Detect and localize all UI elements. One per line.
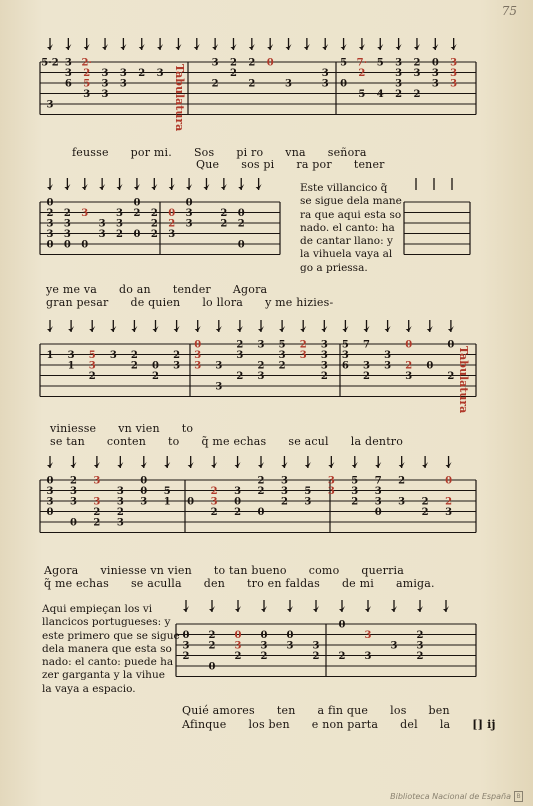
lyric-syllable: vna	[285, 146, 306, 159]
fret-number: 3	[260, 640, 268, 652]
lyric-syllable: los	[390, 704, 407, 717]
fret-number: 3	[416, 640, 424, 652]
fret-number: 3	[431, 78, 439, 90]
fret-number: 0	[447, 339, 455, 351]
fret-number: 2	[208, 630, 216, 641]
fret-number: 3	[67, 350, 75, 361]
fret-number: 3	[395, 57, 403, 69]
fret-number: 3	[405, 371, 413, 382]
fret-number: 0	[168, 208, 176, 219]
lyric-syllable: la dentro	[350, 435, 404, 448]
tablature-system-3	[40, 316, 476, 426]
fret-number: 4	[376, 89, 384, 100]
fret-number: 3	[156, 68, 164, 79]
portuguese-villancicos-instruction	[42, 603, 180, 696]
fret-number: 0	[234, 630, 242, 641]
fret-number: 2	[405, 360, 413, 372]
tablature-system-2-tail	[404, 174, 474, 282]
fret-number: 1	[67, 360, 75, 372]
lyric-syllable: se tan	[50, 435, 85, 448]
fret-number: 5·2	[41, 57, 59, 69]
fret-number: 3	[116, 218, 124, 230]
fret-number: 2	[236, 371, 244, 382]
lyric-syllable: del	[400, 718, 418, 731]
fret-number: 1	[46, 350, 54, 361]
lyric-syllable: to	[181, 422, 194, 435]
fret-number: 0	[69, 517, 77, 529]
fret-number: 7	[363, 339, 370, 351]
lyric-syllable: amiga.	[395, 577, 435, 590]
fret-number: 3	[321, 68, 329, 79]
lyric-syllable: sos pi	[241, 158, 275, 171]
fret-number: 3	[93, 496, 101, 508]
fret-number: 2	[257, 486, 265, 497]
fret-number: 3	[116, 517, 124, 529]
fret-number: 0	[182, 630, 190, 641]
fret-number: 3	[98, 229, 106, 240]
fret-number: 2	[150, 229, 158, 240]
fret-number: 2	[130, 350, 138, 361]
fret-number: 2	[210, 486, 218, 497]
fret-number: 3	[98, 218, 106, 230]
fret-number: 3	[93, 475, 101, 487]
lyric-line-4a	[44, 564, 426, 577]
library-name: Biblioteca Nacional de España	[390, 792, 511, 801]
lyric-syllable: tro en faldas	[247, 577, 320, 590]
fret-number: 2	[133, 208, 141, 219]
fret-number: 0	[140, 475, 148, 487]
fret-number: 3	[236, 350, 244, 361]
fret-number: 2	[395, 89, 403, 100]
tablature-system-4	[40, 452, 476, 562]
fret-number: 2	[236, 339, 244, 351]
fret-number: 3	[299, 350, 307, 361]
lyric-line-3b	[50, 435, 425, 448]
fret-number: 3	[321, 78, 329, 90]
lyric-syllable: viniesse	[50, 422, 97, 435]
fret-number: 3	[101, 89, 109, 100]
lyric-syllable: to tan bueno	[213, 564, 287, 577]
fret-number: 5	[351, 475, 359, 487]
fret-number: 3	[364, 651, 372, 662]
library-logo-icon: B	[514, 791, 523, 802]
fret-number: 2	[138, 68, 146, 79]
fret-number: 2	[413, 57, 421, 69]
fret-number: 2	[416, 651, 424, 662]
fret-number: 2	[248, 78, 256, 90]
fret-number: 3	[83, 89, 91, 100]
fret-number: 0	[405, 339, 413, 351]
fret-number: 3	[363, 360, 370, 372]
lyric-syllable: gran pesar	[46, 296, 109, 309]
lyric-syllable: querria	[361, 564, 405, 577]
fret-number: 0	[208, 661, 216, 673]
fret-number: 3	[194, 350, 202, 361]
fret-number: 0	[234, 496, 242, 508]
lyric-syllable: señora	[327, 146, 367, 159]
fret-number: 3	[320, 360, 328, 372]
fret-number: 2	[248, 57, 256, 69]
fret-number: 3	[168, 229, 176, 240]
fret-number: 3	[69, 486, 77, 497]
fret-number: 3	[398, 496, 406, 508]
lyric-line-2b	[46, 296, 355, 309]
fret-number: 2·	[81, 57, 92, 69]
lyric-line-3a	[50, 422, 215, 435]
fret-number: 3	[88, 360, 96, 372]
fret-number: 2	[208, 640, 216, 652]
fret-number: 3	[185, 208, 193, 219]
tabulatura-label: Tabulatura	[457, 346, 470, 414]
fret-number: 3	[280, 475, 288, 487]
fret-number: 0	[266, 57, 274, 69]
fret-number: 2	[88, 371, 96, 382]
fret-number: 0	[374, 507, 382, 518]
fret-number: 0	[431, 57, 439, 69]
fret-number: 0	[81, 239, 89, 251]
text-line: la vaya a espacio.	[42, 682, 136, 695]
lyric-syllable: Que	[196, 158, 220, 171]
lyric-syllable: se aculla	[130, 577, 182, 590]
lyric-syllable: Agora	[232, 283, 268, 296]
text-line: nado. el canto: ha	[300, 221, 395, 234]
text-line: se sigue dela mane	[300, 195, 402, 208]
fret-number: 3	[395, 68, 403, 79]
fret-number: 2	[116, 507, 124, 518]
lyric-syllable: Quié amores	[182, 704, 255, 717]
fret-number: 3	[384, 350, 392, 361]
fret-number: 6	[341, 360, 349, 372]
folio-number: 75	[501, 4, 517, 18]
fret-number: 0	[286, 630, 294, 641]
fret-number: 3	[390, 640, 398, 652]
fret-number: 3	[116, 486, 124, 497]
text-line: go a priessa.	[300, 261, 368, 274]
fret-number: 3	[210, 496, 218, 508]
tabulatura-label: Tabulatura	[173, 64, 186, 132]
fret-number: 2	[278, 360, 286, 372]
fret-number: 2	[152, 371, 159, 382]
fret-number: 2	[237, 218, 245, 230]
lyric-line-5a	[182, 704, 472, 717]
fret-number: 2	[150, 208, 158, 219]
fret-number: 3	[46, 486, 54, 497]
fret-number: 2	[210, 507, 218, 518]
fret-number: 5	[83, 78, 91, 90]
fret-number: 3	[215, 360, 223, 372]
fret-number: 2	[229, 68, 237, 79]
fret-number: 3	[185, 218, 193, 230]
fret-number: 0	[46, 507, 54, 518]
fret-number: 3	[63, 218, 71, 230]
fret-number: 3	[286, 640, 294, 652]
fret-number: 3	[101, 78, 109, 90]
fret-number: 7	[374, 475, 382, 487]
fret-number: 3	[320, 339, 328, 351]
fret-number: 2	[182, 651, 190, 662]
lyric-syllable: de mi	[341, 577, 374, 590]
fret-number: 5	[163, 486, 171, 497]
tablature-system-1	[40, 34, 476, 144]
fret-number: 3	[234, 486, 242, 497]
text-line: llancicos portugueses: y	[42, 616, 171, 629]
fret-number: 2	[211, 78, 219, 90]
text-line: este primero que se sigue	[42, 629, 180, 642]
lyric-syllable: q̃ me echas	[201, 435, 267, 448]
fret-number: 3	[64, 68, 72, 79]
fret-number: 3	[445, 507, 453, 518]
lyric-syllable: feusse	[72, 146, 109, 159]
fret-number: 3	[341, 350, 349, 361]
fret-number: 2	[421, 507, 429, 518]
lyric-syllable: to	[168, 435, 180, 448]
fret-number: 0	[140, 486, 148, 497]
lyric-syllable: a fin que	[317, 704, 369, 717]
lyric-syllable: Agora	[44, 564, 79, 577]
fret-number: 0	[194, 339, 202, 351]
fret-number: 0	[46, 239, 54, 251]
text-line: ra que aqui esta so	[300, 208, 402, 221]
fret-number: 3	[234, 640, 242, 652]
fret-number: 3	[280, 486, 288, 497]
fret-number: 2	[83, 68, 91, 79]
fret-number: 2	[398, 475, 406, 487]
text-line: de cantar llano: y	[300, 235, 393, 248]
fret-number: 5	[358, 89, 366, 100]
fret-number: 0	[63, 239, 71, 251]
fret-number: 0	[257, 507, 265, 518]
fret-number: 2	[363, 371, 370, 382]
fret-number: 3	[327, 486, 335, 497]
fret-number: 5	[304, 486, 312, 497]
lyric-syllable: de quien	[130, 296, 181, 309]
fret-number: 5	[278, 339, 286, 351]
fret-number: 2	[173, 350, 181, 361]
fret-number: 1	[163, 496, 171, 508]
fret-number: 2	[257, 475, 265, 487]
fret-number: 2	[257, 360, 265, 372]
fret-number: 3	[374, 486, 382, 497]
lyric-syllable: como	[308, 564, 340, 577]
fret-number: 3	[81, 208, 89, 219]
fret-number: 6	[64, 78, 72, 90]
lyric-syllable: y me hizies-	[265, 296, 334, 309]
fret-number: 3	[285, 78, 293, 90]
lyric-line-4b	[44, 577, 457, 590]
fret-number: 2	[220, 218, 228, 230]
fret-number: 3	[69, 496, 77, 508]
fret-number: 3	[257, 339, 265, 351]
fret-number: 2	[358, 68, 366, 79]
fret-number: 5	[341, 339, 349, 351]
fret-number: 2	[46, 208, 54, 219]
tablature-system-5	[176, 596, 476, 700]
fret-number: 0	[445, 475, 453, 487]
fret-number: 0	[338, 619, 346, 631]
lyric-syllable: conten	[106, 435, 147, 448]
fret-number: 0	[426, 360, 434, 372]
fret-number: 0	[46, 197, 54, 209]
end-mark: [] ij	[472, 718, 496, 731]
fret-number: 0	[133, 229, 141, 240]
fret-number: 2	[445, 496, 453, 508]
fret-number: 0	[133, 197, 141, 209]
fret-number: 2	[150, 218, 158, 230]
fret-number: 3	[384, 360, 392, 372]
lyric-syllable: vn vien	[118, 422, 160, 435]
fret-number: 3	[351, 486, 359, 497]
fret-number: 3	[450, 68, 458, 79]
fret-number: 3	[140, 496, 148, 508]
lyric-syllable: ye me va	[46, 283, 98, 296]
fret-number: 2	[93, 517, 101, 529]
fret-number: 2	[93, 507, 101, 518]
fret-number: 0	[187, 496, 195, 508]
lyric-syllable: por mi.	[130, 146, 172, 159]
lyric-line-1b	[196, 158, 407, 171]
fret-number: 3	[173, 360, 181, 372]
fret-number: 3	[46, 229, 54, 240]
lyric-syllable: do an	[119, 283, 151, 296]
tablature-system-2	[40, 174, 280, 282]
lyric-syllable: e non parta	[311, 718, 379, 731]
fret-number: 3	[211, 57, 219, 69]
fret-number: 3	[413, 68, 421, 79]
fret-number: 2	[69, 475, 77, 487]
fret-number: 0	[46, 475, 54, 487]
fret-number: 3	[431, 68, 439, 79]
fret-number: 3	[109, 350, 117, 361]
lyric-syllable: den	[203, 577, 226, 590]
fret-number: 2	[168, 218, 176, 230]
fret-number: 3	[64, 57, 72, 69]
fret-number: 0	[185, 197, 193, 209]
fret-number: 2	[130, 360, 138, 372]
lyric-syllable: ten	[276, 704, 296, 717]
fret-number: 2	[421, 496, 429, 508]
lyric-syllable: ra por	[296, 158, 332, 171]
fret-number: 3	[182, 640, 190, 652]
fret-number: 3	[312, 640, 320, 652]
text-line: Este villancico q̃	[300, 182, 388, 194]
fret-number: 3	[46, 99, 54, 111]
fret-number: 3	[320, 350, 328, 361]
fret-number: 3	[257, 371, 265, 382]
lyric-syllable: ben	[428, 704, 450, 717]
fret-number: 3	[46, 496, 54, 508]
lyric-syllable: viniesse vn vien	[100, 564, 192, 577]
lyric-syllable: tener	[353, 158, 385, 171]
fret-number: 2	[299, 339, 307, 351]
fret-number: 2	[320, 371, 328, 382]
fret-number: 2	[229, 57, 237, 69]
fret-number: 0	[260, 630, 268, 641]
lyric-syllable: pi ro	[236, 146, 264, 159]
fret-number: 2	[351, 496, 359, 508]
lyric-line-5b	[182, 718, 496, 731]
fret-number: 3	[194, 360, 202, 372]
fret-number: 2	[416, 630, 424, 641]
lyric-syllable: se acul	[288, 435, 329, 448]
fret-number: 5	[88, 350, 96, 361]
fret-number: 2	[220, 208, 228, 219]
fret-number: 3	[119, 68, 127, 79]
fret-number: 2	[260, 651, 268, 662]
fret-number: 0	[340, 78, 348, 90]
fret-number: 3	[364, 630, 372, 641]
fret-number: 3	[116, 496, 124, 508]
fret-number: 3	[101, 68, 109, 79]
fret-number: 2	[413, 89, 421, 100]
lyric-syllable: tender	[172, 283, 211, 296]
fret-number: 3	[46, 218, 54, 230]
lyric-syllable: q̃ me echas	[44, 577, 109, 590]
fret-number: 2	[234, 651, 242, 662]
fret-number: 2	[116, 229, 124, 240]
fret-number: 2	[447, 371, 455, 382]
fret-number: 3	[450, 57, 458, 69]
villancico-instruction	[300, 182, 402, 275]
fret-number: 0	[152, 360, 159, 372]
fret-number: 3	[116, 208, 124, 219]
fret-number: 3	[395, 78, 403, 90]
fret-number: 2	[234, 507, 242, 518]
text-line: dela manera que esta so	[42, 642, 172, 655]
fret-number: 3	[63, 229, 71, 240]
fret-number: 5	[340, 57, 348, 69]
lyric-syllable: la	[439, 718, 451, 731]
fret-number: 2	[280, 496, 288, 508]
fret-number: 5	[376, 57, 384, 69]
fret-number: 3	[304, 496, 312, 508]
fret-number: 2	[63, 208, 71, 219]
lyric-syllable: Afinque	[182, 718, 227, 731]
fret-number: 2	[338, 651, 346, 662]
fret-number: 3	[278, 350, 286, 361]
text-line: Aqui empieçan los vi	[42, 603, 153, 615]
fret-number: 3	[119, 78, 127, 90]
fret-number: 3	[374, 496, 382, 508]
text-line: nado: el canto: puede ha	[42, 656, 174, 669]
fret-number: 3	[327, 475, 335, 487]
lyric-syllable: Sos	[193, 146, 215, 159]
fret-number: 0	[237, 239, 245, 251]
fret-number: 0	[237, 208, 245, 219]
lyric-syllable: los ben	[248, 718, 290, 731]
lyric-syllable: lo llora	[202, 296, 244, 309]
text-line: la vihuela vaya al	[300, 248, 393, 261]
fret-number: 3	[450, 78, 458, 90]
fret-number: 3	[215, 381, 223, 393]
lyric-line-2a	[46, 283, 289, 296]
fret-number: 2	[312, 651, 320, 662]
fret-number: 7·	[356, 57, 368, 69]
text-line: zer garganta y la vihue	[42, 669, 165, 682]
library-watermark	[390, 791, 523, 802]
